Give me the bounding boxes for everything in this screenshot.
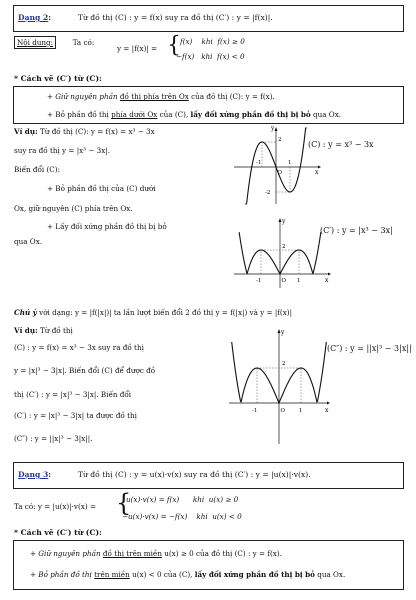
graph3-y-label: y: [281, 329, 285, 336]
graph2-origin: O: [281, 278, 287, 284]
cachve2-step2: + Bỏ phần đồ thị trên miền u(x) < 0 của (C), lấy đối xứng phần đồ thị bị bỏ qua Ox.: [30, 570, 346, 579]
noidung-case1: f(x) khi f(x) ≥ 0: [180, 37, 245, 46]
graph2-tick-m1: -1: [256, 278, 262, 284]
graph1-tick-m1: -1: [256, 160, 262, 166]
graph3: [227, 326, 332, 446]
graph3-x-label: x: [325, 407, 329, 414]
graph3-tick-2: 2: [282, 361, 286, 367]
graph3-x-arrow: [327, 402, 330, 405]
noidung-lhs: y = |f(x)| =: [117, 44, 158, 53]
graph1: [232, 126, 322, 206]
graph2-label: (C′) : y = |x³ − 3x|: [320, 226, 393, 235]
dang3-lhs: Ta có: y = |u(x)|·v(x) =: [14, 502, 96, 511]
noidung-case2: −f(x) khi f(x) < 0: [176, 52, 245, 61]
dang2-statement: Từ đồ thị (C) : y = f(x) suy ra đồ thị (C′) : y = |f(x)|.: [77, 13, 273, 22]
graph2-y-label: y: [282, 218, 286, 225]
dang3-case1: u(x)·v(x) = f(x) khi u(x) ≥ 0: [126, 495, 239, 504]
cachve2-step1: + Giữ nguyên phần đồ thị trên miền u(x) ≥ 0 của đồ thị (C) : y = f(x).: [30, 549, 282, 558]
dang3-case2: −u(x)·v(x) = −f(x) khi u(x) < 0: [122, 512, 242, 521]
vidu2-line2: (C) : y = f(x) = x³ − 3x suy ra đồ thị: [14, 343, 144, 352]
vidu2-line4: thị (C′) : y = |x|³ − 3|x|. Biến đổi: [14, 390, 132, 399]
dang2-header: Dạng 2: Từ đồ thị (C) : y = f(x) suy ra đồ thị (C′) : y = |f(x)|.: [18, 13, 273, 22]
vidu1-line5: Ox, giữ nguyên (C) phía trên Ox.: [14, 204, 133, 213]
graph1-origin: O: [277, 170, 283, 176]
vidu1-line4: + Bỏ phần đồ thị của (C) dưới: [47, 184, 156, 193]
graph1-tick-1: 1: [288, 160, 292, 166]
vidu1-line6: + Lấy đối xứng phần đồ thị bị bỏ: [47, 222, 167, 231]
noidung-tacó: Ta có:: [72, 38, 95, 47]
graph1-label: (C) : y = x³ − 3x: [308, 140, 374, 149]
vidu2-line3: y = |x|³ − 3|x|. Biến đổi (C) để được đồ: [14, 366, 156, 375]
cachve1-title: * Cách vẽ (C′) từ (C):: [14, 74, 102, 83]
vidu2-line6: (C″) : y = ||x|³ − 3|x||.: [14, 434, 93, 443]
graph1-x-arrow: [318, 166, 321, 169]
cachve1-step2: + Bỏ phần đồ thị phía dưới Ox của (C), lấy đối xứng phần đồ thị bị bỏ qua Ox.: [47, 110, 342, 119]
graph2: [232, 216, 332, 290]
dang2-label: Dạng 2: [18, 13, 49, 22]
vidu1-line3: Biến đổi (C):: [14, 165, 61, 174]
vidu1-line1: Ví dụ: Từ đồ thị (C): y = f(x) = x³ − 3x: [14, 127, 155, 136]
graph3-origin: O: [280, 408, 286, 414]
graph2-tick-2: 2: [282, 244, 286, 250]
graph1-tick-m2: -2: [265, 190, 271, 196]
graph1-y-label: y: [271, 126, 275, 132]
graph3-tick-m1: -1: [252, 408, 258, 414]
dang3-label: Dạng 3: [18, 470, 49, 479]
vidu1-line2: suy ra đồ thị y = |x³ − 3x|.: [14, 146, 110, 155]
graph1-y-arrow: [275, 127, 278, 131]
chuy-line: Chú ý với dạng: y = |f(|x|)| ta lần lượt biến đổi 2 đồ thị y = f(|x|) và y = |f(x)|: [14, 308, 292, 317]
graph2-x-arrow: [328, 273, 331, 276]
cachve2-title: * Cách vẽ (C′) từ (C):: [14, 528, 102, 537]
vidu2-line5: (C′) : y = |x|³ − 3|x| ta được đồ thị: [14, 411, 137, 420]
cachve1-step1: + Giữ nguyên phần đồ thị phía trên Ox của đồ thị (C): y = f(x).: [47, 92, 275, 101]
dang3-header: Dạng 3: Từ đồ thị (C) : y = u(x)·v(x) suy ra đồ thị (C′) : y = |u(x)|·v(x).: [18, 470, 311, 479]
graph2-x-label: x: [325, 277, 329, 284]
noidung-brace: {: [167, 33, 181, 58]
dang3-statement: Từ đồ thị (C) : y = u(x)·v(x) suy ra đồ thị (C′) : y = |u(x)|·v(x).: [77, 470, 311, 479]
cachve2-box: [13, 540, 404, 590]
noidung-label: Nội dung:: [14, 36, 56, 49]
vidu2-line1: Ví dụ: Từ đồ thị: [14, 326, 73, 335]
graph3-label: (C″) : y = ||x|³ − 3|x||: [327, 344, 412, 353]
graph2-tick-1: 1: [297, 278, 301, 284]
dang3-brace: {: [116, 489, 132, 517]
vidu1-line7: qua Ox.: [14, 237, 43, 246]
graph1-tick-2: 2: [278, 137, 282, 143]
graph1-x-label: x: [315, 169, 319, 176]
graph3-tick-1: 1: [299, 408, 303, 414]
noidung-row: [14, 38, 94, 47]
